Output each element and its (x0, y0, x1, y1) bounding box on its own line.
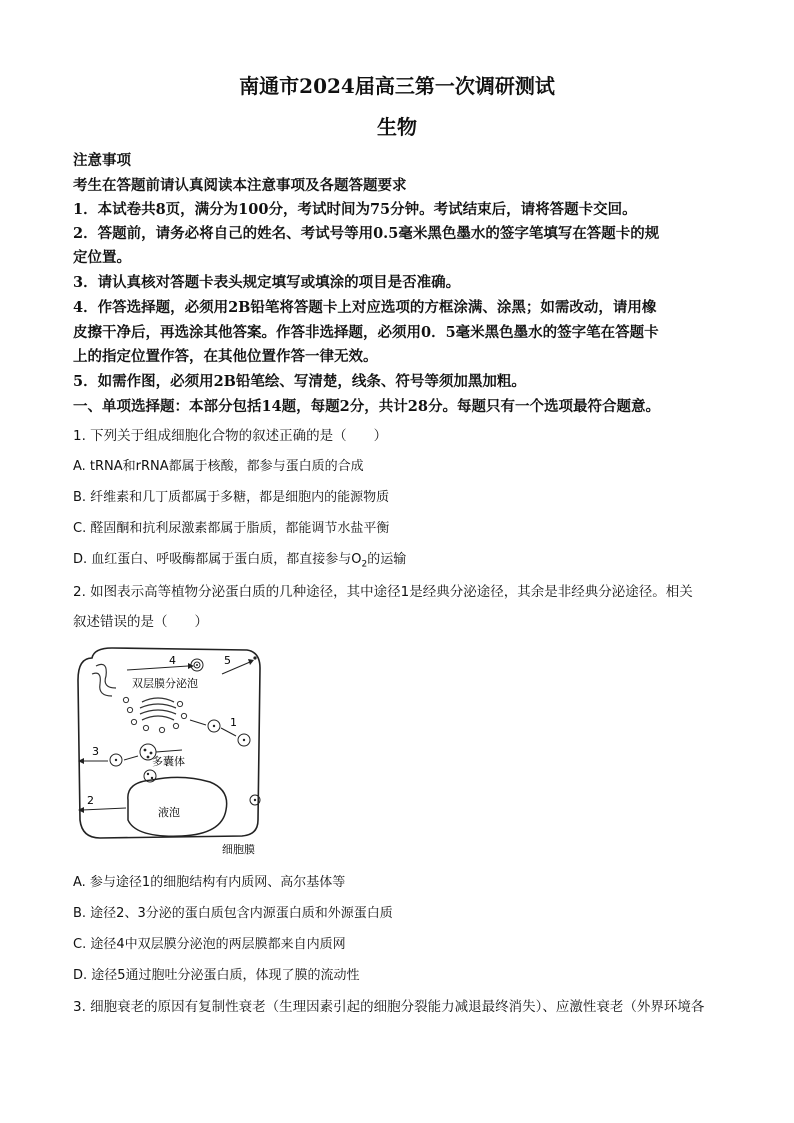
label-mvb: 多囊体 (152, 755, 185, 768)
label-membrane: 细胞膜 (222, 843, 255, 856)
question-2-option-a: A. 参与途径1的细胞结构有内质网、高尔基体等 (73, 875, 346, 890)
question-1-option-d (73, 548, 733, 570)
secretion-pathway-diagram (72, 640, 272, 858)
notice-item: 1．本试卷共8页，满分为100分，考试时间为75分钟。考试结束后，请将答题卡交回。 (73, 201, 637, 218)
notice-item: 4．作答选择题，必须用2B铅笔将答题卡上对应选项的方框涂满、涂黑；如需改动，请用橡 (73, 299, 657, 316)
pathway-5-label: 5 (224, 654, 231, 667)
option-d-text: D. 血红蛋白、呼吸酶都属于蛋白质，都直接参与O (73, 552, 362, 567)
pathway-2-label: 2 (87, 794, 94, 807)
notice-item: 2．答题前，请务必将自己的姓名、考试号等用0.5毫米黑色墨水的签字笔填写在答题卡的规 (73, 225, 660, 242)
section-heading: 一、单项选择题：本部分包括14题，每题2分，共计28分。每题只有一个选项最符合题意。 (73, 398, 660, 415)
notice-item: 3．请认真核对答题卡表头规定填写或填涂的项目是否准确。 (73, 274, 461, 291)
question-2-stem: 2. 如图表示高等植物分泌蛋白质的几种途径，其中途径1是经典分泌途径，其余是非经典分泌途径。相关 (73, 584, 693, 600)
pathway-4-label: 4 (169, 654, 176, 667)
pathway-1-label: 1 (230, 716, 237, 729)
question-2-stem-cont: 叙述错误的是（ ） (73, 614, 208, 630)
exam-subject: 生物 (377, 115, 417, 139)
question-1-stem: 1. 下列关于组成细胞化合物的叙述正确的是（ ） (73, 428, 388, 444)
golgi-apparatus (140, 698, 176, 720)
question-3-stem: 3. 细胞衰老的原因有复制性衰老（生理因素引起的细胞分裂能力减退最终消失）、应激性衰老（外界环境各 (73, 999, 705, 1015)
question-1-option-b: B. 纤维素和几丁质都属于多糖，都是细胞内的能源物质 (73, 490, 390, 505)
pathway-3-label: 3 (92, 745, 99, 758)
question-1-option-a: A. tRNA和rRNA都属于核酸，都参与蛋白质的合成 (73, 459, 364, 474)
notice-item: 定位置。 (73, 249, 131, 266)
notice-item: 上的指定位置作答，在其他位置作答一律无效。 (73, 348, 378, 365)
question-2-option-b: B. 途径2、3分泌的蛋白质包含内源蛋白质和外源蛋白质 (73, 906, 393, 921)
exam-title: 南通市2024届高三第一次调研测试 (239, 74, 555, 98)
endoplasmic-reticulum (92, 664, 116, 696)
notice-item: 皮擦干净后，再选涂其他答案。作答非选择题，必须用0．5毫米黑色墨水的签字笔在答题卡 (73, 324, 659, 341)
question-2-option-c: C. 途径4中双层膜分泌泡的两层膜都来自内质网 (73, 937, 346, 952)
notice-intro: 考生在答题前请认真阅读本注意事项及各题答题要求 (73, 177, 407, 194)
label-double-vesicle: 双层膜分泌泡 (132, 677, 198, 690)
notice-item: 5．如需作图，必须用2B铅笔绘、写清楚，线条、符号等须加黑加粗。 (73, 373, 526, 390)
label-vacuole: 液泡 (158, 806, 180, 819)
question-1-option-c: C. 醛固酮和抗利尿激素都属于脂质，都能调节水盐平衡 (73, 521, 390, 536)
notice-heading: 注意事项 (73, 152, 131, 169)
option-d-text-end: 的运输 (367, 552, 407, 567)
question-2-option-d: D. 途径5通过胞吐分泌蛋白质，体现了膜的流动性 (73, 968, 360, 983)
o2-subscript: 2 (361, 559, 368, 570)
